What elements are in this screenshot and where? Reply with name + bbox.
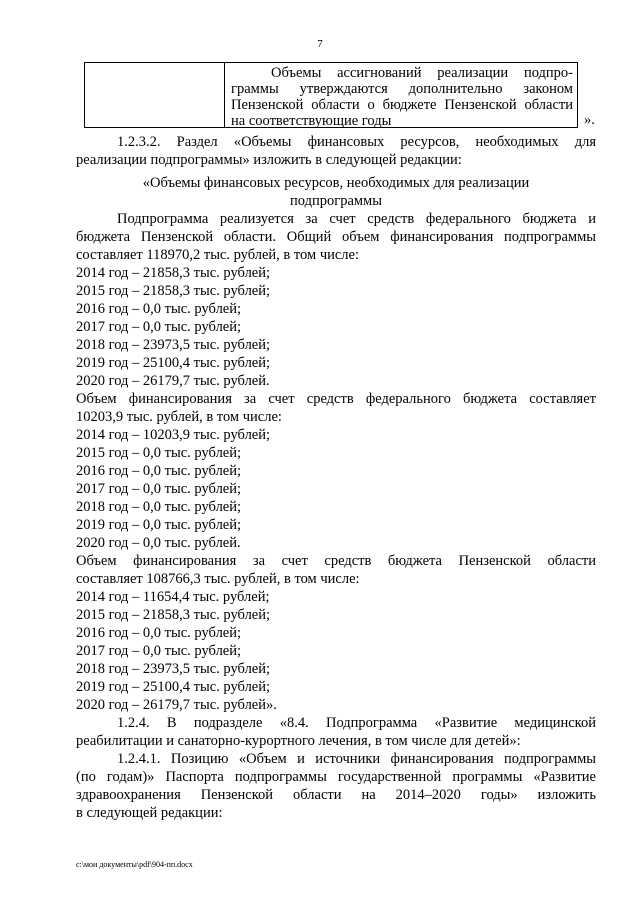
list-item: 2015 год – 21858,3 тыс. рублей; [76,607,271,623]
list-item: 2015 год – 21858,3 тыс. рублей; [76,283,271,299]
list-item: 2020 год – 0,0 тыс. рублей. [76,535,241,551]
list-item: 2018 год – 23973,5 тыс. рублей; [76,661,271,677]
regional-paragraph: Объем финансирования за счет средств бюджета Пензенской области [76,553,596,569]
page-number: 7 [317,38,323,50]
list-item: 2014 год – 11654,4 тыс. рублей; [76,589,270,605]
section-heading: «Объемы финансовых ресурсов, необходимых для реализации [142,175,530,191]
paragraph-1-2-3-2: 1.2.3.2. Раздел «Объемы финансовых ресурсов, необходимых для [117,134,596,150]
table-line: Объемы ассигнований реализации подпро- [271,65,573,81]
document-body [76,133,596,822]
paragraph-line: здравоохранения Пензенской области на 2014–2020 годы» изложить [76,787,596,803]
list-item: 2017 год – 0,0 тыс. рублей; [76,319,242,335]
list-item: 2019 год – 25100,4 тыс. рублей; [76,355,271,371]
paragraph-1-2-4: 1.2.4. В подразделе «8.4. Подпрограмма «Развитие медицинской [117,715,596,731]
intro-paragraph: Подпрограмма реализуется за счет средств федерального бюджета и [117,211,596,227]
list-item: 2020 год – 26179,7 тыс. рублей. [76,373,270,389]
list-item: 2014 год – 21858,3 тыс. рублей; [76,265,271,281]
paragraph-line: в следующей редакции: [76,805,223,821]
paragraph-1-2-4-1: 1.2.4.1. Позицию «Объем и источники финансирования подпрограммы [117,751,596,767]
table-line: Пензенской области о бюджете Пензенской области [231,97,573,113]
list-item: 2015 год – 0,0 тыс. рублей; [76,445,242,461]
paragraph-line: реабилитации и санаторно-курортного лечения, в том числе для детей»: [76,733,521,749]
table-line: граммы утверждаются дополнительно законом [231,81,573,97]
list-item: 2014 год – 10203,9 тыс. рублей; [76,427,271,443]
list-item: 2018 год – 23973,5 тыс. рублей; [76,337,271,353]
list-item: 2020 год – 26179,7 тыс. рублей». [76,697,277,713]
list-item: 2016 год – 0,0 тыс. рублей; [76,625,242,641]
continuation-table [84,62,578,128]
paragraph-line: (по годам)» Паспорта подпрограммы государственной программы «Развитие [76,769,596,785]
paragraph-line: составляет 108766,3 тыс. рублей, в том числе: [76,571,360,587]
list-item: 2018 год – 0,0 тыс. рублей; [76,499,242,515]
list-item: 2019 год – 25100,4 тыс. рублей; [76,679,271,695]
table-left-cell [85,63,225,127]
federal-paragraph: Объем финансирования за счет средств федерального бюджета составляет [76,391,596,407]
table-line: на соответствующие годы [231,113,392,129]
list-item: 2016 год – 0,0 тыс. рублей; [76,301,242,317]
list-item: 2017 год – 0,0 тыс. рублей; [76,481,242,497]
list-item: 2017 год – 0,0 тыс. рублей; [76,643,242,659]
table-right-cell [231,65,573,129]
paragraph-line: составляет 118970,2 тыс. рублей, в том числе: [76,247,360,263]
section-heading: подпрограммы [290,193,382,209]
list-item: 2016 год – 0,0 тыс. рублей; [76,463,242,479]
paragraph-line: бюджета Пензенской области. Общий объем финансирования подпрограммы [76,229,596,245]
paragraph-line: реализации подпрограммы» изложить в следующей редакции: [76,152,462,168]
closing-quote-mark: ». [584,112,595,128]
paragraph-line: 10203,9 тыс. рублей, в том числе: [76,409,282,425]
list-item: 2019 год – 0,0 тыс. рублей; [76,517,242,533]
footer-file-path: c:\мои документы\pdf\904-пп.docx [76,860,193,869]
